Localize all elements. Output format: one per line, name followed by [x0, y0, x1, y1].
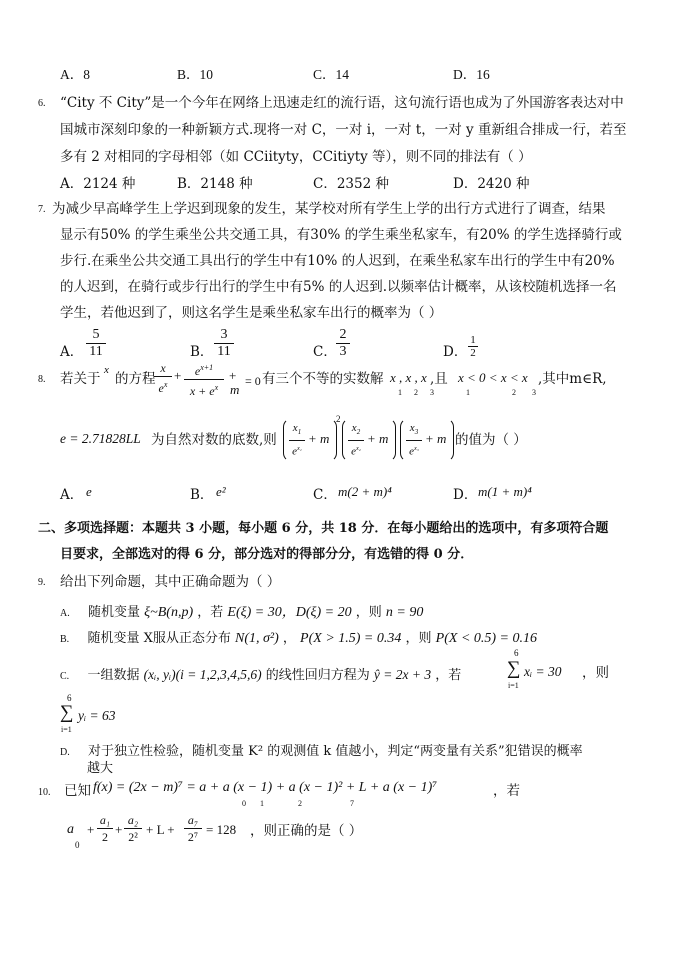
q8-option-b-value: e²	[216, 484, 226, 499]
q8-line1-mid: 的方程	[115, 371, 156, 387]
q9-number: 9.	[38, 577, 46, 588]
q8-roots: x , x , x	[390, 370, 427, 385]
q8-term2-den-base: e	[351, 445, 357, 458]
q10-dots: + L +	[146, 822, 175, 837]
q8-term2-plus-m: + m	[367, 431, 389, 446]
q8-option-c-value: m(2 + m)⁴	[338, 484, 392, 499]
q9-option-a	[60, 601, 423, 621]
q9-option-a-mid: ，若	[197, 605, 224, 620]
q9-option-a-pre: 随机变量	[88, 605, 141, 620]
q8-cond-post: ,其中m∈R,	[538, 371, 607, 387]
q7-line-2: 显示有50% 的学生乘坐公共交通工具，有30% 的学生乘坐私家车，有20% 的学生选择骑行或	[60, 227, 622, 243]
q10-number: 10.	[38, 787, 51, 798]
q8-term1-num-base: x	[292, 422, 298, 434]
q8-term2-den	[348, 441, 364, 460]
q8-eq-plus: +	[174, 368, 182, 383]
q8-condition-subs: 1 2 3	[466, 388, 536, 397]
q7-line-1: 为减少早高峰学生上学迟到现象的发生，某学校对所有学生上学的出行方式进行了调查，结果	[52, 201, 606, 217]
q9-option-b-math2: P(X > 1.5) = 0.34	[300, 631, 402, 646]
q8-term2-num-sub: 2	[356, 428, 361, 437]
q8-term1-plus-m: + m	[308, 431, 330, 446]
q7-number: 7.	[38, 204, 46, 215]
q10-frac-2	[124, 812, 142, 845]
q9-option-d-label: D.	[60, 747, 70, 758]
q9-option-b-pre: 随机变量 X服从正态分布	[87, 631, 231, 646]
q10-math-subs: 0 1 2 7	[242, 799, 354, 808]
q9-c-line2-sum-sign: ∑	[60, 702, 74, 723]
q5-option-d: D．16	[453, 67, 490, 82]
q8-eq-frac-1	[154, 360, 172, 396]
q8-term3-plus-m: + m	[425, 431, 447, 446]
q9-option-b-math3: P(X < 0.5) = 0.16	[435, 631, 537, 646]
q6-number: 6.	[38, 98, 46, 109]
q7-option-b-fraction	[214, 327, 234, 360]
q9-option-c-pre: 一组数据	[87, 668, 140, 683]
q8-term3-den-sup: x₃	[414, 446, 419, 453]
q8-term1-frac	[289, 420, 305, 460]
q8-term3-num	[406, 420, 422, 440]
q5-option-c: C．14	[313, 67, 350, 82]
q8-eq-den-1-sup: x	[163, 380, 168, 389]
q7-option-a-num: 5	[92, 327, 100, 342]
q9-option-b-post: ，则	[405, 631, 432, 646]
q7-option-a-fraction	[86, 327, 106, 360]
q10-frac-1-den: 2	[102, 830, 108, 844]
q9-c-sum-term: xᵢ = 30	[524, 664, 562, 679]
q8-term1-den-sup: x₁	[297, 446, 302, 453]
q6-option-d: D．2420 种	[453, 176, 530, 192]
q10-a0-sub: 0	[75, 840, 80, 850]
q8-option-b-label: B．	[190, 487, 214, 503]
q7-line-4: 的人迟到，在骑行或步行出行的学生中有5% 的人迟到.以频率估计概率，从该校随机选择一名	[60, 279, 617, 295]
q8-eq-num-2-sup: x+1	[200, 363, 214, 372]
q8-e-value: e = 2.71828LL	[60, 431, 141, 446]
q9-option-a-math3: n = 90	[385, 605, 424, 620]
q7-option-c-den: 3	[339, 344, 347, 359]
q7-option-c-fraction	[336, 327, 350, 360]
q9-option-a-post: ，则	[355, 605, 382, 620]
q10-math: f(x) = (2x − m)⁷ = a + a (x − 1) + a (x − 1)² + L + a (x − 1)⁷	[93, 780, 438, 795]
q8-option-d-value: m(1 + m)⁴	[478, 484, 532, 499]
q8-term1-num	[289, 420, 305, 440]
q9-c-post: ，则	[582, 665, 609, 681]
q7-option-d-fraction	[468, 334, 478, 359]
q8-term3-num-base: x	[409, 422, 415, 434]
q9-option-c-mid: 的线性回归方程为	[265, 668, 370, 683]
q10-frac-2-num: a₂	[127, 813, 139, 827]
q9-option-c-math2: ŷ = 2x + 3	[373, 667, 432, 682]
q10-frac-3-num: a₇	[187, 813, 199, 827]
q7-option-b-den: 11	[217, 344, 231, 359]
q7-option-b-label: B．	[190, 344, 214, 360]
q7-option-a-label: A．	[60, 344, 84, 360]
q8-condition: x < 0 < x < x	[458, 370, 528, 385]
q7-option-b-num: 3	[220, 327, 228, 342]
q9-c-sum-top: 6	[514, 648, 519, 658]
q6-option-a: A．2124 种	[60, 176, 136, 192]
q5-option-a: A．8	[60, 67, 90, 82]
q7-option-d-num: 1	[470, 334, 476, 346]
q5-option-b: B．10	[177, 67, 214, 82]
q9-option-a-label: A.	[60, 608, 70, 619]
q7-option-c-label: C．	[313, 344, 337, 360]
q8-eq-den-2-base: x + e	[189, 384, 215, 398]
q9-option-d-line2: 越大	[87, 761, 114, 776]
q10-frac-3	[184, 812, 202, 845]
q6-line-3: 多有 2 对相同的字母相邻（如 CCiityty，CCitiyty 等），则不同的排法有（ ）	[60, 149, 532, 165]
q8-term2-frac	[348, 420, 364, 460]
q6-line-1: “City 不 City”是一个今年在网络上迅速走红的流行语，这句流行语也成为了外国游客表达对中	[60, 95, 624, 111]
q9-c-line2-term: yᵢ = 63	[78, 708, 116, 723]
q9-option-b	[60, 627, 537, 647]
q10-frac-2-den: 2²	[128, 830, 138, 844]
q9-option-b-mid: ，	[282, 631, 296, 646]
q8-eq-num-1: x	[160, 361, 166, 375]
q8-cond-pre: ,且	[430, 371, 448, 387]
q9-c-sum-bottom: i=1	[508, 681, 519, 690]
q10-frac-1-num: a₁	[99, 813, 111, 827]
q6-option-c: C．2352 种	[313, 176, 389, 192]
section2-title: 二、多项选择题：本题共 3 小题，每小题 6 分，共 18 分．在每小题给出的选项中，有多项符合题	[38, 521, 609, 536]
q10-eq: = 128	[206, 822, 237, 837]
q8-term1-den-base: e	[292, 445, 298, 458]
q8-term3-frac	[406, 420, 422, 460]
q8-term2-num-base: x	[351, 422, 357, 434]
q10-post2: ，则正确的是（ ）	[250, 823, 363, 839]
q8-option-a-value: e	[86, 484, 92, 499]
q9-c-sum-sign: ∑	[507, 658, 521, 679]
q8-eq-frac-2	[184, 360, 224, 399]
q8-variable-x: x	[104, 364, 109, 376]
q8-line2-post: 的值为（ ）	[455, 432, 527, 448]
q8-eq-num-2-base: e	[194, 364, 201, 378]
q9-stem: 给出下列命题，其中正确命题为（ ）	[60, 574, 281, 590]
q8-eq-plus-m: +	[229, 368, 237, 383]
q9-c-line2-sum-top: 6	[67, 693, 72, 703]
q10-a0: a	[67, 822, 74, 837]
q8-term1-num-sub: 1	[297, 428, 302, 437]
q9-c-line2-sum-bottom: i=1	[61, 725, 72, 734]
q7-option-c-num: 2	[339, 327, 347, 342]
q8-eq-zero: = 0	[245, 374, 261, 388]
q8-term3-den-base: e	[409, 445, 415, 458]
q7-line-3: 步行.在乘坐公共交通工具出行的学生中有10% 的人迟到，在乘坐私家车出行的学生中有20%	[60, 253, 615, 269]
q8-line2-mid: 为自然对数的底数,则	[151, 432, 277, 448]
q8-term2-num	[348, 420, 364, 440]
q9-option-c-math: (xᵢ, yᵢ)(i = 1,2,3,4,5,6)	[143, 667, 262, 682]
q9-option-d-line1: 对于独立性检验，随机变量 K² 的观测值 k 值越小，判定“两变量有关系”犯错误的概率	[88, 744, 583, 759]
q7-option-a-den: 11	[89, 344, 103, 359]
q10-frac-3-den: 2⁷	[187, 830, 199, 844]
q8-eq-den-2-sup: x	[214, 383, 219, 392]
q9-option-b-math: N(1, σ²)	[234, 631, 279, 646]
q7-option-d-label: D．	[443, 344, 468, 360]
q6-option-b: B．2148 种	[177, 176, 253, 192]
q8-line1-pre: 若关于	[60, 371, 101, 387]
q9-option-c-mid2: ，若	[435, 668, 462, 683]
q6-line-2: 国城市深刻印象的一种新颖方式.现将一对 C，一对 i，一对 t，一对 y 重新组合排成一行，若至	[60, 122, 627, 138]
q10-plus-2: +	[115, 822, 123, 837]
q9-option-b-label: B.	[60, 634, 70, 645]
q10-post1: ，若	[493, 783, 520, 799]
q8-line1-post: 有三个不等的实数解	[262, 371, 384, 387]
q8-option-d-label: D．	[453, 487, 478, 503]
q10-plus: +	[87, 822, 95, 837]
q8-term2-den-sup: x₂	[356, 446, 361, 453]
q7-line-5: 学生，若他迟到了，则这名学生是乘坐私家车出行的概率为（ ）	[60, 305, 443, 321]
q9-option-a-math: ξ~B(n,p)	[144, 605, 194, 620]
q10-frac-1	[97, 812, 113, 845]
q8-eq-den-2	[184, 380, 224, 399]
q8-eq-m: m	[230, 382, 240, 397]
q8-eq-num-2	[184, 360, 224, 379]
section2-title-2: 目要求，全部选对的得 6 分，部分选对的得部分分，有选错的得 0 分．	[60, 547, 474, 562]
q8-eq-den-1-base: e	[158, 381, 164, 395]
q8-square: 2	[336, 414, 341, 424]
q9-option-a-math2: E(ξ) = 30，D(ξ) = 20	[227, 605, 352, 620]
q8-roots-subs: 1 2 3	[398, 388, 434, 397]
q8-eq-den-1	[154, 377, 172, 396]
q8-number: 8.	[38, 374, 46, 385]
q7-option-d-den: 2	[470, 347, 476, 359]
q8-term3-num-sub: 3	[414, 428, 419, 437]
q8-term3-den	[406, 441, 422, 460]
q9-option-c	[60, 664, 461, 683]
q9-option-d	[60, 740, 583, 759]
q8-option-a-label: A．	[60, 487, 84, 503]
q9-option-c-label: C.	[60, 671, 70, 682]
q8-term1-den	[289, 441, 305, 460]
q10-pre: 已知	[64, 783, 91, 799]
q8-option-c-label: C．	[313, 487, 337, 503]
